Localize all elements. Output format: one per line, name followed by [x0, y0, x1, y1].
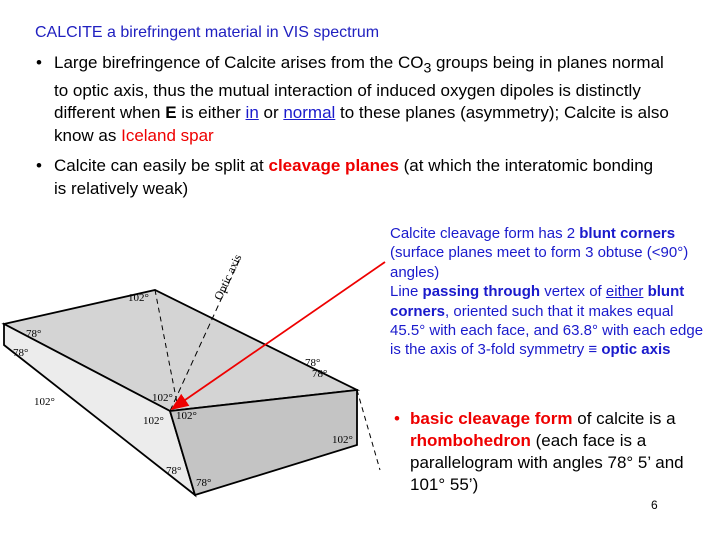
angle-label: 78°: [13, 347, 29, 359]
angle-label: 78°: [26, 328, 42, 340]
angle-label: 102°: [143, 415, 164, 427]
note-text: Calcite cleavage form has 2: [390, 225, 580, 242]
angle-label: 78°: [196, 477, 212, 489]
iceland-spar-text: Iceland spar: [121, 125, 214, 145]
bullet1-text-2: groups being in planes normal to optic axis, thus the mutual interaction of induced oxygen dipoles is distinctly different when: [54, 53, 664, 123]
cleavage-note: [390, 224, 710, 360]
co3-subscript: 3: [423, 60, 432, 77]
rhombohedron-text: rhombohedron: [410, 431, 531, 450]
bullet-birefringence: [30, 52, 670, 147]
in-link[interactable]: in: [245, 103, 259, 123]
slide-title: CALCITE a birefringent material in VIS spectrum: [35, 24, 380, 41]
bullet3-text-1: of calcite is a: [572, 409, 676, 428]
note-text: (surface planes meet to form 3 obtuse (<90°) angles): [390, 244, 689, 281]
optic-axis-text: optic axis: [601, 341, 671, 359]
cleavage-planes-text: cleavage planes: [268, 156, 399, 176]
either-link[interactable]: either: [605, 283, 644, 301]
hidden-edge: [357, 390, 380, 470]
angle-label: 102°: [128, 292, 149, 304]
calcite-rhombohedron-diagram: [0, 240, 390, 510]
rhombohedron-face-top: [4, 290, 357, 411]
page-number: 6: [651, 498, 658, 512]
optic-axis-label: Optic axis: [211, 251, 245, 303]
blunt-corners-text: blunt corners: [579, 225, 676, 242]
basic-form-bullets: [390, 408, 710, 496]
angle-label: 78°: [305, 357, 321, 369]
bullet3-text-2: (each face is a parallelogram with angles 78° 5’ and 101° 55’): [410, 431, 684, 494]
bullet-rhombohedron: [390, 408, 710, 496]
note-paragraph-2: [390, 282, 710, 360]
bullet1-text-3: is either: [176, 103, 246, 123]
bullet2-text-2: (at which the interatomic bonding is relatively weak): [54, 156, 654, 198]
blunt-corners-text: blunt corners: [390, 283, 685, 320]
bullet1-text-5: to these planes (asymmetry); Calcite is also know as: [54, 103, 669, 145]
normal-link[interactable]: normal: [283, 103, 336, 123]
bullet2-text-1: Calcite can easily be split at: [54, 156, 269, 176]
e-field-symbol: E: [165, 103, 177, 123]
note-text: vertex of: [540, 283, 606, 301]
basic-cleavage-form-text: basic cleavage form: [410, 409, 573, 428]
note-text: , oriented such that it makes equal 45.5° with each face, and 63.8° with each edge is the axis of 3-fold symmetry ≡: [390, 302, 704, 359]
angle-label: 102°: [332, 434, 353, 446]
angle-label: 102°: [176, 410, 197, 422]
bullet-cleavage: [30, 155, 670, 200]
angle-label: 78°: [312, 368, 328, 380]
bullet1-text-1: Large birefringence of Calcite arises from the CO: [54, 53, 424, 72]
bullet1-text-4: or: [258, 103, 284, 123]
note-paragraph-1: [390, 224, 710, 282]
angle-label: 102°: [152, 392, 173, 404]
note-text: Line: [390, 283, 423, 301]
angle-label: 102°: [34, 396, 55, 408]
passing-through-text: passing through: [422, 283, 541, 301]
angle-label: 78°: [166, 465, 182, 477]
main-bullets: [30, 52, 670, 208]
